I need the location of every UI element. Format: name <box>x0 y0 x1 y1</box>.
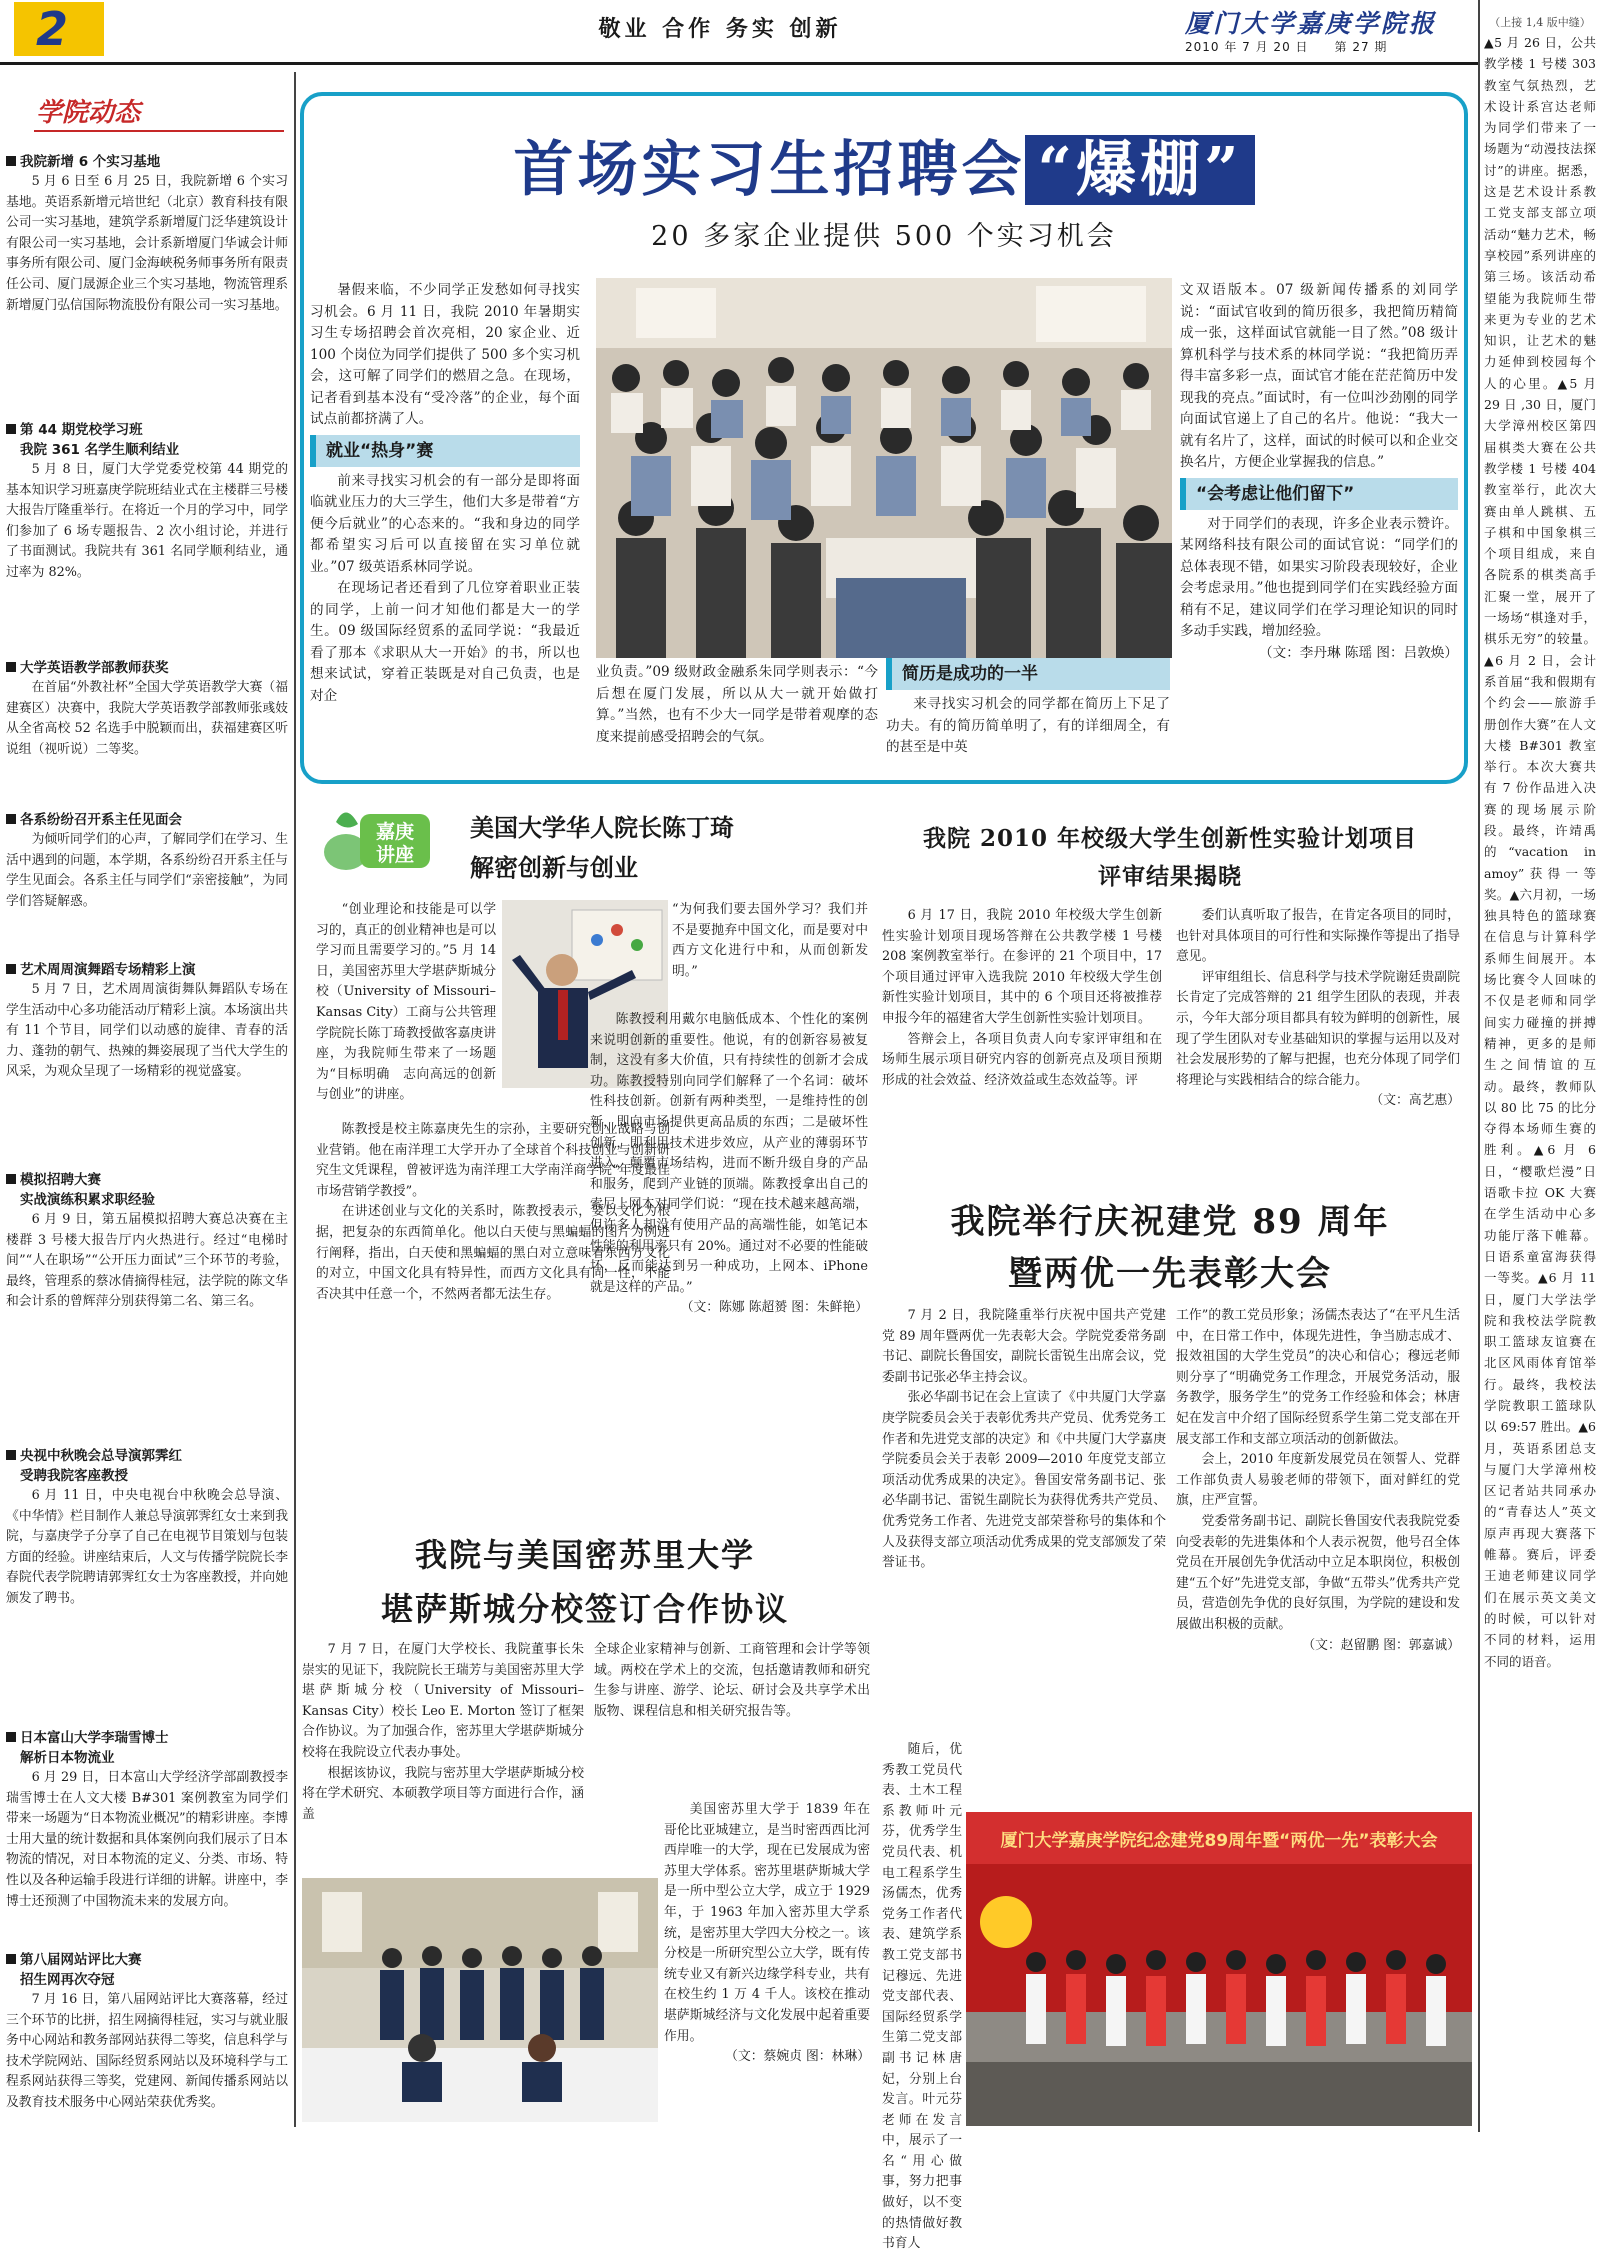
news-item <box>6 420 288 584</box>
agreement-signing-photo <box>302 1878 658 2122</box>
news-item-body: 7 月 16 日，第八届网站评比大赛落幕，经过三个环节的比拼，招生网摘得桂冠，实习与就业服务中心网站和教务部网站获得二等奖，信息科学与技术学院网站、国际经贸系网站以及环境科学与工程系网站获得三等奖，党建网、新闻传播系网站以及教育技术服务中心网站荣获优秀奖。 <box>6 1992 288 2110</box>
featured-subheadline: 20 多家企业提供 500 个实习机会 <box>651 221 1117 252</box>
commendation-ceremony-photo <box>966 1812 1472 2126</box>
bullet-square-icon <box>6 156 16 166</box>
news-item <box>6 1950 288 2114</box>
featured-headline <box>300 122 1468 208</box>
featured-headline-highlight: “爆棚” <box>1025 135 1254 205</box>
news-item-title: 大学英语教学部教师获奖 <box>20 660 169 676</box>
news-item-body: 为倾听同学们的心声，了解同学们在学习、生活中遇到的问题，本学期，各系纷纷召开系主任与学生见面会。各系主任与同学们“亲密接触”，为同学们答疑解惑。 <box>6 832 288 909</box>
newspaper-name: 厦门大学嘉庚学院报 <box>1185 9 1438 38</box>
side-column-brief-news <box>1484 14 1596 1672</box>
news-item-body: 5 月 6 日至 6 月 25 日，我院新增 6 个实习基地。英语系新增元培世纪（北京）教育科技有限公司一实习基地，建筑学系新增厦门泛华建筑设计有限公司一实习基地，会计系新增厦门华诚会计师事务所有限公司、厦门金海峡税务师事务所有限责任公司、厦门晟源企业三个实习基地，物流管理系新增厦门弘信国际物流股份有限公司一实习基地。 <box>6 174 288 313</box>
news-item <box>6 960 288 1083</box>
header-rule <box>0 62 1480 65</box>
party-anniversary-headline: 我院举行庆祝建党 89 周年 暨两优一先表彰大会 <box>950 1202 1390 1294</box>
news-item-body: 6 月 11 日，中央电视台中秋晚会总导演、《中华情》栏目制作人兼总导演郭霁红女士来到我院，与嘉庚学子分享了自己在电视节目策划与包装方面的经验。讲座结束后，人文与传播学院院长李春院代表学院聘请郭霁红女士为客座教授，并向她颁发了聘书。 <box>6 1488 288 1606</box>
lecture-column-1a: “创业理论和技能是可以学习的，真正的创业精神也是可以学习而且需要学习的。”5 月 14 日，美国密苏里大学堪萨斯城分校（University of Missouri–Kansas City）工商与公共管理学院院长陈丁琦教授做客嘉庚讲座，为我院师生带来了一场题为“目标明确 志向高远的创新与创业”的讲座。 <box>316 902 496 1103</box>
news-item <box>6 1728 288 1912</box>
article-credit: （文：蔡婉贞 图：林琳） <box>725 2049 870 2065</box>
news-item-body: 在首届“外教社杯”全国大学英语教学大赛（福建赛区）决赛中，我院大学英语教学部教师张彧妓从全省高校 52 名选手中脱颖而出，获福建赛区听说组（视听说）二等奖。 <box>6 680 288 757</box>
section-title-college-news: 学院动态 <box>36 98 141 128</box>
news-item <box>6 810 288 912</box>
side-column-body: ▲5 月 26 日，公共教学楼 1 号楼 303 教室气氛热烈，艺术设计系宫达老师为同学们带来了一场题为“动漫技法探讨”的讲座。据悉，这是艺术设计系教工党支部支部立项活动“魅力艺术，畅享校园”系列讲座的第三场。该活动希望能为我院师生带来更为专业的艺术知识，让艺术的魅力延伸到校园每个人的心里。▲5 月 29 日 ,30 日，厦门大学漳州校区第四届棋类大赛在公共教学楼 1 号楼 404 教室举行，此次大赛由单人跳棋、五子棋和中国象棋三个项目组成，来自各院系的棋类高手汇聚一堂，展开了一场场“棋逢对手，棋乐无穷”的较量。▲6 月 2 日，会计系首届“我和假期有个约会——旅游手册创作大赛”在人文大楼 B#301 教室举行。本次大赛共有 7 份作品进入决赛的现场展示阶段。最终，许靖禹的“vacation in amoy”获得一等奖。▲六月初，一场独具特色的篮球赛在信息与计算科学系师生间展开。本场比赛令人回味的不仅是老师和同学间实力碰撞的拼搏精神，更多的是师生之间情谊的互动。最终，教师队以 80 比 75 的比分夺得本场师生赛的胜利。▲6 月 6 日，“樱歌烂漫”日语歌卡拉 OK 大赛在学生活动中心多功能厅落下帷幕。日语系童富海获得一等奖。▲6 月 11 日，厦门大学法学院和我校法学院教职工篮球友谊赛在北区风雨体育馆举行。最终，我校法学院教职工篮球队以 69:57 胜出。▲6 月，英语系团总支与厦门大学漳州校区记者站共同承办的“青春达人”英文原声再现大赛落下帷幕。赛后，评委王迪老师建议同学们在展示英文美文的时候，可以针对不同的材料，运用不同的语音。 <box>1484 35 1596 1669</box>
agreement-headline: 我院与美国密苏里大学 堪萨斯城分校签订合作协议 <box>380 1536 789 1628</box>
agreement-column-2b: 美国密苏里大学于 1839 年在哥伦比亚城建立，是当时密西西比河西岸唯一的大学，现在已发展成为密苏里大学体系。密苏里堪萨斯城大学是一所中型公立大学，成立于 1929 年，于 1963 年加入密苏里大学系统，是密苏里大学四大分校之一。该分校是一所研究型公立大学，既有传统专业又有新兴边缘学科专业，共有在校生约 1 万 4 千人。该校在推动堪萨斯城经济与文化发展中起着重要作用。 （文：蔡婉贞 图：林琳） <box>664 1800 870 2068</box>
news-item-subtitle: 受聘我院客座教授 <box>20 1468 128 1484</box>
bullet-square-icon <box>6 1174 16 1184</box>
featured-column-4: 文双语版本。07 级新闻传播系的刘同学说：“面试官收到的简历很多，我把简历精简成一张，这样面试官就能一目了然。”08 级计算机科学与技术系的林同学说：“我把简历弄得丰富多彩一点，面试官才能在茫茫简历中发现我的亮点。”面试时，有一位叫沙劲刚的同学向面试官递上了自己的名片。他说：“我大一就有名片了，这样，面试的时候可以和企业交换名片，方便企业掌握我的信息。” “会考虑让他们留下” 对于同学们的表现，许多企业表示赞许。某网络科技有限公司的面试官说：“同学们的总体表现不错，如果实习阶段表现较好，企业会考虑录用。”他也提到同学们在实践经验方面稍有不足，建议同学们在学习理论知识的同时多动手实践，增加经验。 （文：李丹琳 陈瑶 图：吕敦焕） <box>1180 280 1458 664</box>
bullet-square-icon <box>6 1450 16 1460</box>
party-column-1a: 7 月 2 日，我院隆重举行庆祝中国共产党建党 89 周年暨两优一先表彰大会。学院党委常务副书记、副院长鲁国安，副院长雷锐生出席会议，党委副书记张必华主持会议。 张必华副书记在会上宣读了《中共厦门大学嘉庚学院委员会关于表彰优秀共产党员、优秀党务工作者和先进党支部的决定》和《中共厦门大学嘉庚学院委员会关于表彰 2009—2010 年度党支部立项活动优秀成果的决定》。鲁国安常务副书记、张必华副书记、雷锐生副院长为获得优秀共产党员、优秀党务工作者、先进党支部荣誉称号的集体和个人及获得支部立项活动优秀成果的党支部颁发了荣誉证书。 <box>882 1308 1166 1571</box>
featured-section-heading: 简历是成功的一半 <box>886 658 1170 690</box>
featured-column-2: 业负责。”09 级财政金融系朱同学则表示：“今后想在厦门发展，所以从大一就开始做打算。”当然，也有不少大一同学是带着观摩的态度来提前感受招聘会的气氛。 <box>596 664 878 745</box>
featured-column-3: 简历是成功的一半 来寻找实习机会的同学都在简历上下足了功夫。有的简历简单明了，有的详细周全，有的甚至是中英 <box>886 654 1170 759</box>
lecture-column-2b: 陈教授利用戴尔电脑低成本、个性化的案例来说明创新的重要性。他说，有的创新容易被复制，这没有多大价值，只有持续性的创新才会成功。陈教授特别向同学们解释了一个名词：破坏性科技创新。创新有两种类型，一是维持性的创新，即向市场提供更高品质的东西；二是破坏性创新，即利用技术进步效应，从产业的薄弱环节进入，颠覆市场结构，进而不断升级自身的产品和服务，爬到产业链的顶端。陈教授拿出自己的索尼上网本对同学们说：“现在技术越来越高端，但许多人却没有使用产品的高端性能，如笔记本性能的利用率只有 20%。通过对不必要的性能破坏，反而能达到另一种成功，上网本、iPhone 就是这样的产品。” （文：陈娜 陈超赟 图：朱鲜艳） <box>590 1010 868 1319</box>
innovation-column-2: 委们认真听取了报告，在肯定各项目的同时，也针对具体项目的可行性和实际操作等提出了指导意见。 评审组组长、信息科学与技术学院谢廷贵副院长肯定了完成答辩的 21 组学生团队的表现，并表示，今年大部分项目都具有较为鲜明的创新性，展现了学生团队对专业基础知识的掌握与运用以及对社会发展形势的了解与把握，也充分体现了同学们将理论与实践相结合的综合能力。 （文：高艺惠） <box>1176 906 1460 1112</box>
svg-text:讲座: 讲座 <box>375 844 415 866</box>
column-divider <box>1478 0 1480 2132</box>
agreement-column-2a: 全球企业家精神与创新、工商管理和会计学等领域。两校在学术上的交流，包括邀请教师和研究生参与讲座、游学、论坛、研讨会及共享学术出版物、课程信息和相关研究报告等。 <box>594 1642 870 1719</box>
jiageng-lecture-logo <box>316 802 436 876</box>
news-item-title: 日本富山大学李瑞雪博士 <box>20 1730 169 1746</box>
news-item-title: 艺术周周演舞蹈专场精彩上演 <box>20 962 196 978</box>
bullet-square-icon <box>6 424 16 434</box>
news-item-title: 央视中秋晚会总导演郭霁红 <box>20 1448 182 1464</box>
header-motto: 敬业 合作 务实 创新 <box>598 16 842 42</box>
news-item-body: 6 月 29 日，日本富山大学经济学部副教授李瑞雪博士在人文大楼 B#301 案例教室为同学们带来一场题为“日本物流业概况”的精彩讲座。李博士用大量的统计数据和具体案例向我们展示了日本物流的情况，对日本物流的定义、分类、市场、特性以及各种运输手段进行详细的讲解。讲座中，李博士还预测了中国物流未来的发展方向。 <box>6 1770 288 1909</box>
innovation-headline: 我院 2010 年校级大学生创新性实验计划项目 评审结果揭晓 <box>922 825 1418 890</box>
bullet-square-icon <box>6 662 16 672</box>
svg-text:嘉庚: 嘉庚 <box>375 821 415 843</box>
news-item-title: 第八届网站评比大赛 <box>20 1952 142 1968</box>
page-number: 2 <box>14 2 104 56</box>
lecture-column-2a: “为何我们要去国外学习？我们并不是要抛弃中国文化，而是要对中西方文化进行中和，从而创新发明。” <box>672 902 868 979</box>
featured-section-heading: “会考虑让他们留下” <box>1180 478 1458 510</box>
news-item-subtitle: 招生网再次夺冠 <box>20 1972 115 1988</box>
article-credit: （文：陈娜 陈超赟 图：朱鲜艳） <box>680 1300 868 1316</box>
article-credit: （文：赵留鹏 图：郭嘉诚） <box>1302 1637 1460 1653</box>
party-column-1b: 随后，优秀教工党员代表、土木工程系教师叶元芬，优秀学生党员代表、机电工程系学生汤儒杰，优秀党务工作者代表、建筑学系教工党支部书记穆远、先进党支部代表、国际经贸系学生第二党支部副书记林唐妃，分别上台发言。叶元芬老师在发言中，展示了一名“用心做事，努力把事做好，以不变的热情做好教书育人 <box>882 1742 962 2252</box>
innovation-column-1: 6 月 17 日，我院 2010 年校级大学生创新性实验计划项目现场答辩在公共教学楼 1 号楼 208 案例教室举行。在参评的 21 个项目中，17 个项目通过评审入选我院 2010 年校级大学生创新性实验计划项目，其中的 6 个项目还将被推荐申报今年的福建省大学生创新性实验计划项目。 答辩会上，各项目负责人向专家评审组和在场师生展示项目研究内容的创新亮点及项目预期形成的社会效益、经济效益或生态效益等。评 <box>882 908 1162 1088</box>
news-item <box>6 1170 288 1313</box>
article-credit: （文：高艺惠） <box>1370 1093 1460 1109</box>
news-item-subtitle: 我院 361 名学生顺利结业 <box>20 442 180 458</box>
news-item <box>6 152 288 316</box>
ceremony-banner-text: 厦门大学嘉庚学院纪念建党89周年暨“两优一先”表彰大会 <box>1000 1831 1438 1851</box>
news-item-subtitle: 解析日本物流业 <box>20 1750 115 1766</box>
news-item-title: 各系纷纷召开系主任见面会 <box>20 812 182 828</box>
news-item-title: 第 44 期党校学习班 <box>20 422 143 438</box>
article-credit: （文：李丹琳 陈瑶 图：吕敦焕） <box>1259 644 1458 661</box>
bullet-square-icon <box>6 1954 16 1964</box>
featured-section-heading: 就业“热身”赛 <box>310 435 580 467</box>
news-item-body: 6 月 9 日，第五届模拟招聘大赛总决赛在主楼群 3 号楼大报告厅内火热进行。经过“电梯时间”“人在职场”“公开压力面试”三个环节的考验，最终，管理系的蔡冰倩摘得桂冠，法学院的陈文华和会计系的曾辉萍分别获得第二名、第三名。 <box>6 1212 288 1310</box>
party-column-2: 工作”的教工党员形象；汤儒杰表达了“在平凡生活中，在日常工作中，体现先进性，争当励志成才、报效祖国的大学生党员”的决心和信心；穆远老师则分享了“明确党务工作理念，开展党务活动，服务教学，服务学生”的党务工作经验和体会；林唐妃在发言中介绍了国际经贸系学生第二党支部在开展支部工作和支部立项活动的创新做法。 会上，2010 年度新发展党员在领誓人、党群工作部负责人易骏老师的带领下，面对鲜红的党旗，庄严宣誓。 党委常务副书记、副院长鲁国安代表我院党委向受表彰的先进集体和个人表示祝贺，他号召全体党员在开展创先争优活动中立足本职岗位，积极创建“五个好”先进党支部，争做“五带头”优秀共产党员，营造创先争优的良好氛围，为学院的建设和发展做出积极的贡献。 （文：赵留鹏 图：郭嘉诚） <box>1176 1306 1460 1656</box>
column-divider <box>294 72 296 2127</box>
section-title-underline <box>34 130 284 132</box>
news-item <box>6 1446 288 1610</box>
bullet-square-icon <box>6 964 16 974</box>
agreement-column-1: 7 月 7 日，在厦门大学校长、我院董事长朱崇实的见证下，我院院长王瑞芳与美国密苏里大学堪萨斯城分校（University of Missouri–Kansas City）校长 Leo E. Morton 签订了框架合作协议。为了加强合作，密苏里大学堪萨斯城分校将在我院设立代表办事处。 根据该协议，我院与密苏里大学堪萨斯城分校将在学术研究、本硕教学项目等方面进行合作，涵盖 <box>302 1642 584 1822</box>
news-item-body: 5 月 8 日，厦门大学党委党校第 44 期党的基本知识学习班嘉庚学院班结业式在主楼群三号楼大报告厅隆重举行。在将近一个月的学习中，同学们参加了 6 场专题报告、2 次小组讨论，并进行了书面测试。我院共有 361 名同学顺利结业，通过率为 82%。 <box>6 462 288 580</box>
bullet-square-icon <box>6 814 16 824</box>
lecture-headline: 美国大学华人院长陈丁琦 解密创新与创业 <box>470 813 734 882</box>
continuation-note: （上接 1,4 版中缝） <box>1489 16 1591 29</box>
job-fair-crowd-photo <box>596 278 1172 658</box>
featured-headline-main: 首场实习生招聘会 <box>513 135 1026 205</box>
news-item-subtitle: 实战演练积累求职经验 <box>20 1192 155 1208</box>
lecture-column-1b: 陈教授是校主陈嘉庚先生的宗孙，主要研究创业战略与创业营销。他在南洋理工大学开办了全球首个科技创业与创新研究生文凭课程，曾被评选为南洋理工大学南洋商学院“年度最佳市场营销学教授”。 在讲述创业与文化的关系时，陈教授表示，要以文化为根据，把复杂的东西简单化。他以白天使与黑蝙蝠的图片为例进行阐释，指出，白天使和黑蝙蝠的黑白对立意味着东西方文化的对立，中国文化具有特异性，而西方文化具有同一性，不能否决其中任意一个，不然两者都无法生存。 <box>316 1122 670 1302</box>
news-item-title: 我院新增 6 个实习基地 <box>20 154 161 170</box>
issue-date: 2010 年 7 月 20 日 第 27 期 <box>1185 40 1388 54</box>
news-item-title: 模拟招聘大赛 <box>20 1172 101 1188</box>
bullet-square-icon <box>6 1732 16 1742</box>
featured-column-1: 暑假来临，不少同学正发愁如何寻找实习机会。6 月 11 日，我院 2010 年暑期实习生专场招聘会首次亮相，20 家企业、近 100 个岗位为同学们提供了 500 多个实习机会，这可解了同学们的燃眉之急。在现场，记者看到基本没有“受冷落”的企业，每个面试点前都挤满了人。 就业“热身”赛 前来寻找实习机会的有一部分是即将面临就业压力的大三学生，他们大多是带着“方便今后就业”的心态来的。“我和身边的同学都希望实习后可以直接留在实习单位就业。”07 级英语系林同学说。 在现场记者还看到了几位穿着职业正装的同学，上前一问才知他们都是大一的学生。09 级国际经贸系的孟同学说：“我最近看了那本《求职从大一开始》的书，所以也想来试试，穿着正装既是对自己负责，也是对企 <box>310 282 580 704</box>
news-item-body: 5 月 7 日，艺术周周演街舞队舞蹈队专场在学生活动中心多功能活动厅精彩上演。本场演出共有 11 个节目，同学们以动感的旋律、青春的活力、蓬勃的朝气、热辣的舞姿展现了当代大学生的风采，为观众呈现了一场精彩的视觉盛宴。 <box>6 982 288 1080</box>
news-item <box>6 658 288 760</box>
